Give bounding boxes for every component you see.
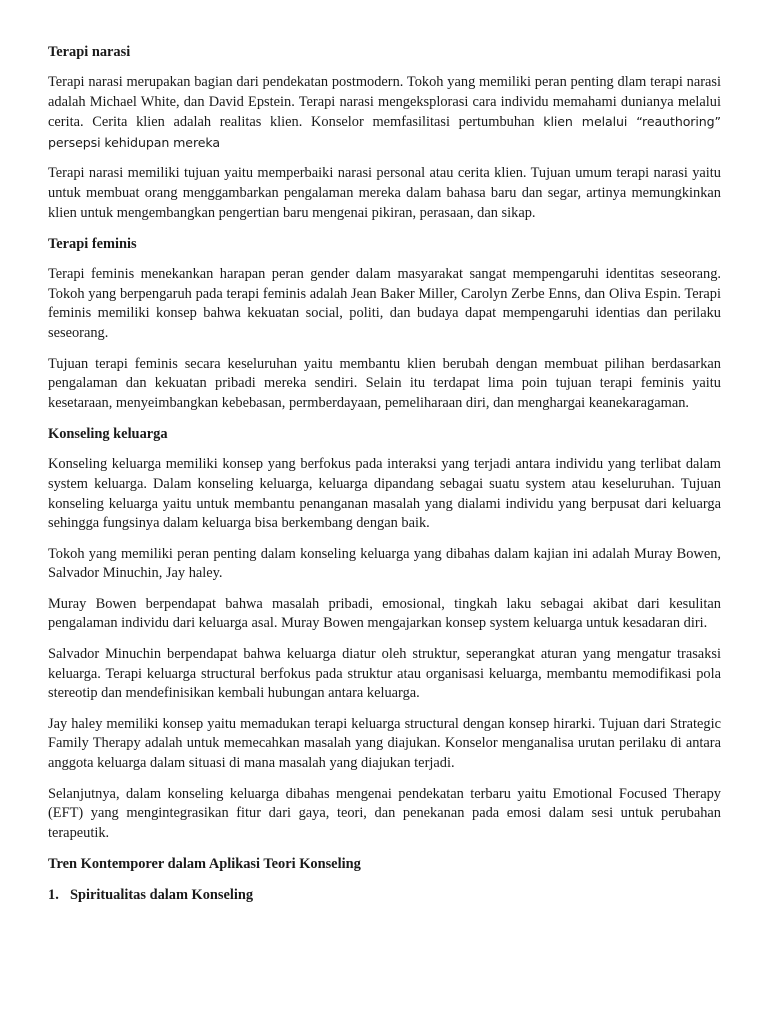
paragraph-keluarga-1: Konseling keluarga memiliki konsep yang berfokus pada interaksi yang terjadi antara individu yang terlibat dalam system keluarga. Dalam konseling keluarga, keluarga dipandang sebagai suatu system atau keseluruhan. Tujuan konseling keluarga yaitu untuk membantu penanganan masalah yang dialami individu yang berpusat dari keluarga sehingga fungsinya dalam keluarga bisa berkembang dengan baik. <box>48 456 721 532</box>
list-item-spiritualitas <box>48 885 721 905</box>
paragraph-keluarga-6: Selanjutnya, dalam konseling keluarga dibahas mengenai pendekatan terbaru yaitu Emotional Focused Therapy (EFT) yang mengintegrasikan fitur dari gaya, teori, dan penekanan pada emosi dalam sesi untuk perubahan terapeutik. <box>48 785 721 841</box>
paragraph-keluarga-5: Jay haley memiliki konsep yaitu memadukan terapi keluarga structural dengan konsep hirarki. Tujuan dari Strategic Family Therapy adalah untuk memecahkan masalah yang diajukan. Konselor menganalisa urutan perilaku di antara anggota keluarga dalam situasi di mana masalah yang diajukan terjadi. <box>48 715 721 772</box>
paragraph-keluarga-4: Salvador Minuchin berpendapat bahwa keluarga diatur oleh struktur, seperangkat aturan yang mengatur trasaksi keluarga. Terapi keluarga structural berfokus pada struktur atau organisasi keluarga, membantu memodifikasi pola stereotip dan mendefinisikan kembali hubungan antara keluarga. <box>48 646 721 702</box>
paragraph-narasi-1 <box>48 73 721 153</box>
list-number: 1. <box>48 887 59 904</box>
list-item-label: Spiritualitas dalam Konseling <box>70 887 254 904</box>
paragraph-narasi-2: Terapi narasi memiliki tujuan yaitu memperbaiki narasi personal atau cerita klien. Tujuan umum terapi narasi yaitu untuk membuat orang menggambarkan pengalaman mereka dalam bahasa baru dan segar, artinya memungkinkan klien untuk mengembangkan pengertian baru mengenai pikiran, perasaan, dan sikap. <box>48 165 721 221</box>
document-page <box>48 42 721 905</box>
paragraph-narasi-1-main: Terapi narasi merupakan bagian dari pendekatan postmodern. Tokoh yang memiliki peran penting dlam terapi narasi adalah Michael White, dan David Epstein. Terapi narasi mengeksplorasi cara individu memahami dunianya melalui cerita. Cerita klien adalah realitas klien. Konselor memfasilitasi pertumbuhan <box>48 74 721 131</box>
paragraph-keluarga-3: Muray Bowen berpendapat bahwa masalah pribadi, emosional, tingkah laku sebagai akibat dari kesulitan pengalaman individu dari keluarga asal. Muray Bowen mengajarkan konsep system keluarga untuk kesadaran diri. <box>48 595 721 632</box>
paragraph-feminis-2: Tujuan terapi feminis secara keseluruhan yaitu membantu klien berubah dengan membuat pilihan berdasarkan pengalaman dan kekuatan pribadi mereka sendiri. Selain itu terdapat lima poin tujuan terapi feminis yaitu kesetaraan, menyeimbangkan kebebasan, permberdayaan, pemeliharaan diri, dan menghargai keanekaragaman. <box>48 355 721 411</box>
heading-konseling-keluarga: Konseling keluarga <box>48 426 168 443</box>
paragraph-keluarga-2: Tokoh yang memiliki peran penting dalam konseling keluarga yang dibahas dalam kajian ini adalah Muray Bowen, Salvador Minuchin, Jay haley. <box>48 545 721 582</box>
paragraph-feminis-1: Terapi feminis menekankan harapan peran gender dalam masyarakat sangat mempengaruhi identitas seseorang. Tokoh yang berpengaruh pada terapi feminis adalah Jean Baker Miller, Carolyn Zerbe Enns, dan Oliva Espin. Terapi feminis memiliki konsep bahwa kekuatan social, politi, dan budaya dapat mempengaruhi identias dan perilaku seseorang. <box>48 266 721 341</box>
heading-tren-kontemporer: Tren Kontemporer dalam Aplikasi Teori Konseling <box>48 856 361 873</box>
heading-terapi-narasi: Terapi narasi <box>48 44 131 60</box>
paragraph-narasi-1-tail: klien melalui “reauthoring” persepsi kehidupan mereka <box>48 114 721 150</box>
heading-terapi-feminis: Terapi feminis <box>48 236 137 253</box>
